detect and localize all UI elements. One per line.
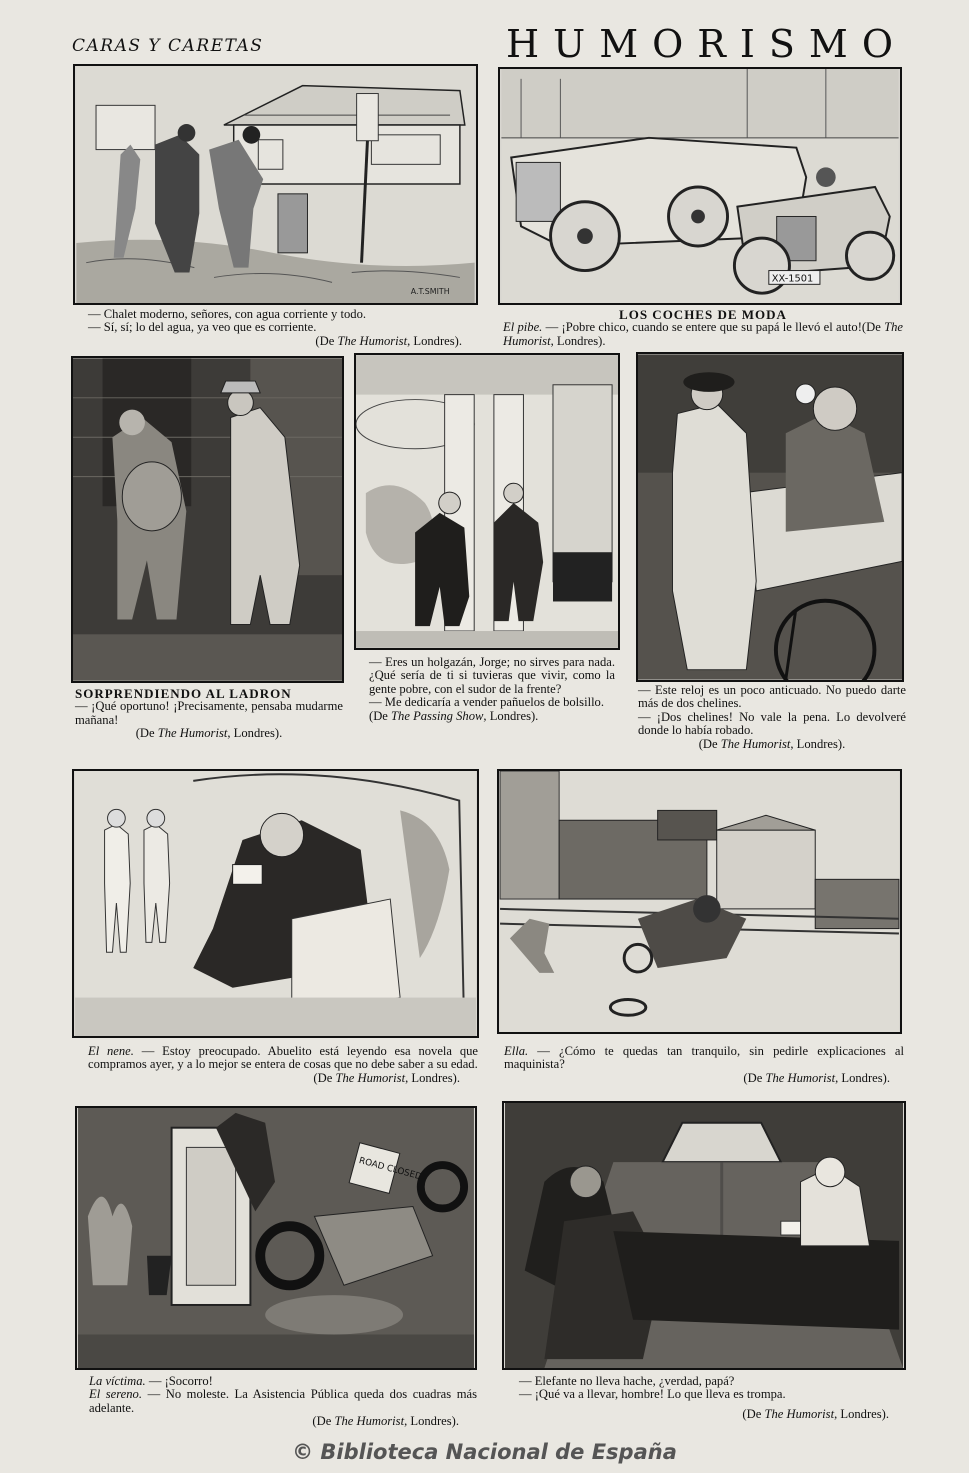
license-plate: XX-1501: [771, 273, 814, 285]
cartoon-panel-cars: [498, 67, 902, 305]
caption-speaker: El pibe.: [503, 320, 543, 335]
caption-source: (De The Humorist, Londres).: [743, 1070, 890, 1085]
caption-line: — ¡Qué oportuno! ¡Precisamente, pensaba mudarme mañana!: [75, 699, 343, 727]
caption-accident: [89, 1375, 477, 1429]
cartoon-panel-ballroom: [354, 353, 620, 650]
cartoon-panel-study: [502, 1101, 906, 1370]
caption-line: — ¡Pobre chico, cuando se entere que su papá le llevó el auto!: [545, 320, 862, 335]
caption-cars: LOS COCHES DE MODA El pibe. — ¡Pobre chico, cuando se entere que su papá le llevó el auto!(De The Humorist, Londres).: [503, 307, 903, 348]
caption-source: (De The Humorist, Londres).: [313, 1070, 460, 1085]
chalet-drawing: [75, 66, 476, 303]
caption-speaker: El nene.: [88, 1044, 134, 1058]
caption-line: — Eres un holgazán, Jorge; no sirves para nada. ¿Qué sería de ti si tuvieras que vivir, como la gente pobre, con el sudor de la frente?: [369, 655, 615, 696]
caption-line: — Este reloj es un poco anticuado. No puedo darte más de dos chelines.: [638, 683, 906, 711]
study-drawing: [504, 1103, 904, 1368]
caption-train: [504, 1045, 904, 1085]
caption-speaker: El sereno.: [89, 1387, 143, 1402]
caption-line: — ¡Qué va a llevar, hombre! Lo que lleva es trompa.: [519, 1387, 786, 1402]
caption-title: SORPRENDIENDO AL LADRON: [75, 686, 292, 701]
cartoon-panel-thief: [71, 356, 344, 683]
cartoon-panel-chalet: [73, 64, 478, 305]
cartoon-panel-grandfather: [72, 769, 479, 1038]
caption-source: (De The Humorist, Londres).: [135, 726, 283, 741]
section-title: HUMORISMO: [506, 22, 907, 66]
train-drawing: [499, 771, 900, 1032]
caption-line: — Me dedicaría a vender pañuelos de bolsillo.: [369, 695, 605, 710]
caption-line: — Estoy preocupado. Abuelito está leyendo esa novela que compramos ayer, y a lo mejor se entera de cosas que no debe saber a su edad.: [88, 1044, 478, 1072]
thief-drawing: [73, 358, 342, 681]
caption-thief: [75, 687, 343, 741]
caption-source: (De The Humorist, Londres).: [742, 1406, 889, 1421]
caption-line: — Elefante no lleva hache, ¿verdad, papá?: [519, 1374, 735, 1388]
caption-study: [519, 1375, 907, 1421]
caption-source: (De The Humorist, Londres).: [315, 333, 462, 348]
caption-line: — No moleste. La Asistencia Pública queda dos cuadras más adelante.: [89, 1387, 477, 1415]
caption-line: — Sí, sí; lo del agua, ya veo que es corriente.: [88, 320, 317, 335]
cartoon-panel-train: [497, 769, 902, 1034]
caption-chalet: [88, 308, 478, 348]
copyright-footer: © Biblioteca Nacional de España: [292, 1440, 677, 1464]
caption-line: — ¡Dos chelines! No vale la pena. Lo devolveré donde lo había robado.: [638, 709, 906, 738]
caption-source: (De The Passing Show, Londres).: [369, 708, 539, 723]
caption-speaker: Ella.: [504, 1044, 529, 1058]
cartoon-panel-watch: [636, 352, 904, 682]
caption-source: (De The Humorist, Londres).: [698, 736, 846, 751]
caption-ballroom: [369, 656, 615, 723]
ballroom-drawing: [356, 355, 618, 648]
caption-line: — ¿Cómo te quedas tan tranquilo, sin pedirle explicaciones al maquinista?: [504, 1044, 904, 1072]
caption-line: — Chalet moderno, señores, con agua corriente y todo.: [88, 307, 367, 321]
caption-line: — ¡Socorro!: [148, 1374, 213, 1388]
cartoon-panel-accident: [75, 1106, 477, 1370]
magazine-name: CARAS Y CARETAS: [72, 36, 264, 56]
cars-drawing: [500, 69, 900, 303]
grandfather-drawing: [74, 771, 477, 1036]
caption-title: LOS COCHES DE MODA: [619, 307, 787, 322]
svg-text:A.T.SMITH: A.T.SMITH: [410, 287, 450, 297]
accident-drawing: [77, 1108, 475, 1368]
caption-speaker: La víctima.: [89, 1374, 146, 1388]
road-sign: ROAD CLOSED: [357, 1156, 423, 1183]
caption-grandfather: [88, 1045, 478, 1085]
watch-drawing: [638, 354, 902, 680]
caption-source: (De The Humorist, Londres).: [312, 1414, 459, 1429]
caption-watch: [638, 684, 906, 751]
